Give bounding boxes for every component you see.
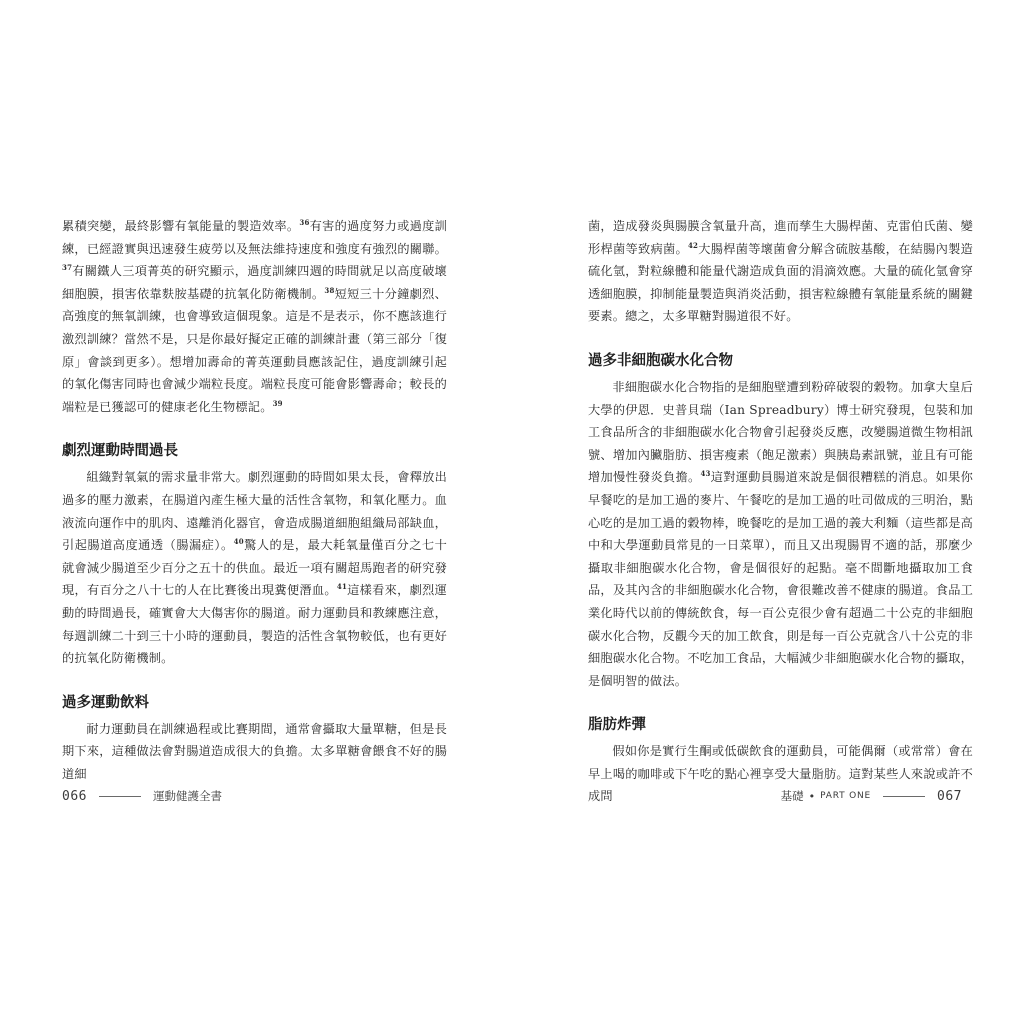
text-run: 驚人的是，最大耗氧量僅百分之七十就會減少腸道至少百分之五十的供血。最近一項有關超馬跑者的研究發現，有百分之八十七的人在比賽後出現糞便潛血。 <box>62 538 447 598</box>
right-footer <box>781 788 962 804</box>
footnote-ref: 43 <box>700 469 711 479</box>
text-run: 大腸桿菌等壞菌會分解含硫胺基酸，在結腸內製造硫化氫，對粒線體和能量代謝造成負面的涓滴效應。大量的硫化氫會穿透細胞膜，抑制能量製造與消炎活動，損害粒線體有氧能量系統的關鍵要素。總之，太多單糖對腸道很不好。 <box>588 241 973 324</box>
page-number: 066 <box>62 788 87 804</box>
section-heading: 過多非細胞碳水化合物 <box>588 352 733 369</box>
footnote-ref: 36 <box>299 218 310 227</box>
text-run: 這樣看來，劇烈運動的時間過長，確實會大大傷害你的腸道。耐力運動員和教練應注意，每週訓練二十到三十小時的運動員，製造的活性含氧物較低，也有更好的抗氧化防衛機制。 <box>62 583 447 666</box>
paragraph <box>62 215 447 418</box>
section-heading: 過多運動飲料 <box>62 694 149 711</box>
text-run: 組織對氧氣的需求量非常大。劇烈運動的時間如果太長，會釋放出過多的壓力激素，在腸道內產生極大量的活性含氧物，和氧化壓力。血液流向運作中的肌肉、遠離消化器官，會造成腸道細胞組織局部缺血，引起腸道高度通透（腸漏症）。 <box>62 470 447 553</box>
paragraph <box>588 376 973 692</box>
text-run: 累積突變，最終影響有氧能量的製造效率。 <box>62 219 300 233</box>
text-run: 有關鐵人三項菁英的研究顯示，過度訓練四週的時間就足以高度破壞細胞膜，損害依靠麩胺基礎的抗氧化防衛機制。 <box>62 264 447 301</box>
footnote-ref: 39 <box>272 398 283 408</box>
left-page <box>62 215 447 785</box>
footer-rule <box>883 796 925 797</box>
text-run: 這對運動員腸道來說是個很糟糕的消息。如果你早餐吃的是加工過的麥片、午餐吃的是加工過的吐司做成的三明治，點心吃的是加工過的穀物棒，晚餐吃的是加工過的義大利麵（這些都是高中和大學運動員常見的一日菜單），而且又出現腸胃不適的話，那麼少攝取非細胞碳水化合物，會是個很好的起點。毫不間斷地攝取加工食品，及其內含的非細胞碳水化合物，會很難改善不健康的腸道。食品工業化時代以前的傳統飲食，每一百公克很少會有超過二十公克的非細胞碳水化合物，反觀今天的加工飲食，則是每一百公克就含八十公克的非細胞碳水化合物。不吃加工食品，大幅減少非細胞碳水化合物的攝取，是個明智的做法。 <box>588 470 973 688</box>
section-heading: 脂肪炸彈 <box>588 717 646 734</box>
separator-dot: • <box>808 789 816 803</box>
footnote-ref: 40 <box>233 537 244 547</box>
section-label: 基礎 <box>780 789 804 803</box>
part-label: PART ONE <box>820 791 872 801</box>
footnote-ref: 38 <box>324 285 335 295</box>
right-page <box>588 215 973 808</box>
footnote-ref: 41 <box>336 582 348 592</box>
paragraph <box>588 215 973 328</box>
text-run: 非細胞碳水化合物指的是細胞壁遭到粉碎破裂的穀物。加拿大皇后大學的伊恩．史普貝瑞（Ian Spreadbury）博士研究發現，包裝和加工食品所含的非細胞碳水化合物會引起發炎反應，改變腸道微生物相訊號、增加內臟脂肪、損害瘦素（飽足激素）與胰島素訊號，並且有可能增加慢性發炎負擔。 <box>588 379 973 485</box>
book-title: 運動健護全書 <box>152 789 222 803</box>
footer-rule <box>99 796 141 797</box>
text-run: 有害的過度努力或過度訓練，已經證實與迅速發生疲勞以及無法維持速度和強度有強烈的關聯。 <box>62 219 447 256</box>
paragraph <box>62 466 447 669</box>
text-run: 短短三十分鐘劇烈、高強度的無氧訓練，也會導致這個現象。這是不是表示，你不應該進行激烈訓練？當然不是，只是你最好擬定正確的訓練計畫（第三部分「復原」會談到更多）。想增加壽命的菁英運動員應該記住，過度訓練引起的氧化傷害同時也會減少端粒長度。端粒長度可能會影響壽命；較長的端粒是已獲認可的健康老化生物標記。 <box>62 286 447 414</box>
section-heading: 劇烈運動時間過長 <box>62 443 178 460</box>
paragraph: 耐力運動員在訓練過程或比賽期間，通常會攝取大量單糖，但是長期下來，這種做法會對腸道造成很大的負擔。太多單糖會餵食不好的腸道細 <box>62 721 447 781</box>
footnote-ref: 37 <box>62 263 73 273</box>
footnote-ref: 42 <box>687 240 699 250</box>
text-run: 菌，造成發炎與腸膜含氧量升高，進而孳生大腸桿菌、克雷伯氏菌、變形桿菌等致病菌。 <box>588 219 973 256</box>
paragraph: 假如你是實行生酮或低碳飲食的運動員，可能偶爾（或常常）會在早上喝的咖啡或下午吃的點心裡享受大量脂肪。這對某些人來說或許不成問 <box>588 744 973 804</box>
left-footer <box>62 788 222 804</box>
page-number: 067 <box>937 788 962 804</box>
